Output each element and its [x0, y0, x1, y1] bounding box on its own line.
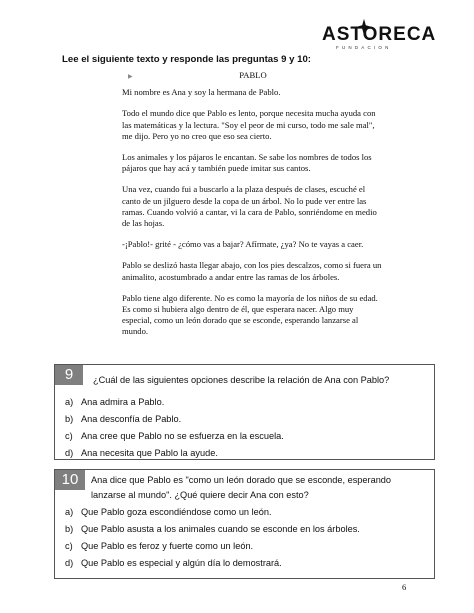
question-text: ¿Cuál de las siguientes opciones describe la relación de Ana con Pablo? [93, 375, 390, 385]
option-letter: d) [65, 558, 74, 568]
story-paragraph: -¡Pablo!- grité - ¿cómo vas a bajar? Afírmate, ¿ya? No te vayas a caer. [122, 239, 364, 250]
option-letter: b) [65, 524, 74, 534]
option-text: Ana admira a Pablo. [81, 397, 165, 407]
answer-option-a[interactable] [65, 504, 360, 521]
option-letter: b) [65, 414, 74, 424]
page-number: 6 [402, 582, 407, 592]
story-paragraph: Pablo se deslizó hasta llegar abajo, con los pies descalzos, como si fuera un animalito, acostumbrado a andar entre las ramas de los árboles. [122, 260, 382, 282]
answer-option-a[interactable] [65, 394, 284, 411]
option-text: Que Pablo asusta a los animales cuando se esconde en los árboles. [81, 524, 360, 534]
astoreca-logo [322, 24, 437, 54]
option-text: Que Pablo es especial y algún día lo demostrará. [81, 558, 282, 568]
answer-option-c[interactable] [65, 428, 284, 445]
option-text: Ana cree que Pablo no se esfuerza en la escuela. [81, 431, 284, 441]
story-paragraph: Pablo tiene algo diferente. No es como la mayoría de los niños de su edad. Es como si hubiera algo dentro de él, que esperara nacer. Algo muy especial, como un león dorado que se esconde, esperando lanzarse al mundo. [122, 292, 378, 337]
story-paragraph: Una vez, cuando fui a buscarlo a la plaza después de clases, escuché el canto de un jilguero desde la copa de un árbol. No lo pude ver entre las ramas. Cuando volvió a cantar, vi la cara de Pablo, sonriéndome en medio de las hojas. [122, 184, 377, 229]
option-text: Que Pablo es feroz y fuerte como un león. [81, 541, 254, 551]
logo-subtitle: FUNDACION [336, 45, 392, 50]
option-letter: c) [65, 541, 73, 551]
option-letter: c) [65, 431, 73, 441]
logo-brand: ASTORECA [322, 24, 437, 45]
story-paragraph: Mi nombre es Ana y soy la hermana de Pablo. [122, 87, 281, 98]
answer-option-d[interactable] [65, 555, 360, 572]
answer-option-c[interactable] [65, 538, 360, 555]
question-number-tab: 10 [55, 470, 85, 490]
option-text: Ana necesita que Pablo la ayude. [81, 448, 218, 458]
story-title: PABLO [239, 70, 267, 80]
answer-option-b[interactable] [65, 411, 284, 428]
answer-option-b[interactable] [65, 521, 360, 538]
question-text: Ana dice que Pablo es "como un león dorado que se esconde, esperando lanzarse al mundo". ¿Qué quiere decir Ana con esto? [91, 475, 392, 500]
option-text: Que Pablo goza escondiéndose como un león. [81, 507, 272, 517]
answer-option-d[interactable] [65, 445, 284, 462]
story-text [122, 70, 384, 348]
question-9-box [54, 364, 435, 460]
play-arrow-icon: ▶ [128, 74, 133, 80]
option-text: Ana desconfía de Pablo. [81, 414, 182, 424]
option-letter: a) [65, 397, 74, 407]
answer-options [65, 504, 360, 572]
question-10-box [54, 469, 435, 579]
question-number-tab: 9 [55, 365, 83, 385]
instruction-heading: Lee el siguiente texto y responde las preguntas 9 y 10: [62, 54, 311, 65]
story-paragraph: Todo el mundo dice que Pablo es lento, porque necesita mucha ayuda con las matemáticas y la lectura. "Soy el peor de mi curso, todo me sale mal", me dijo. Pero yo no creo que eso sea cierto. [122, 108, 376, 141]
option-letter: d) [65, 448, 74, 458]
story-paragraph: Los animales y los pájaros le encantan. Se sabe los nombres de todos los pájaros que hay acá y también puede imitar sus cantos. [122, 152, 372, 174]
answer-options [65, 394, 284, 462]
option-letter: a) [65, 507, 74, 517]
